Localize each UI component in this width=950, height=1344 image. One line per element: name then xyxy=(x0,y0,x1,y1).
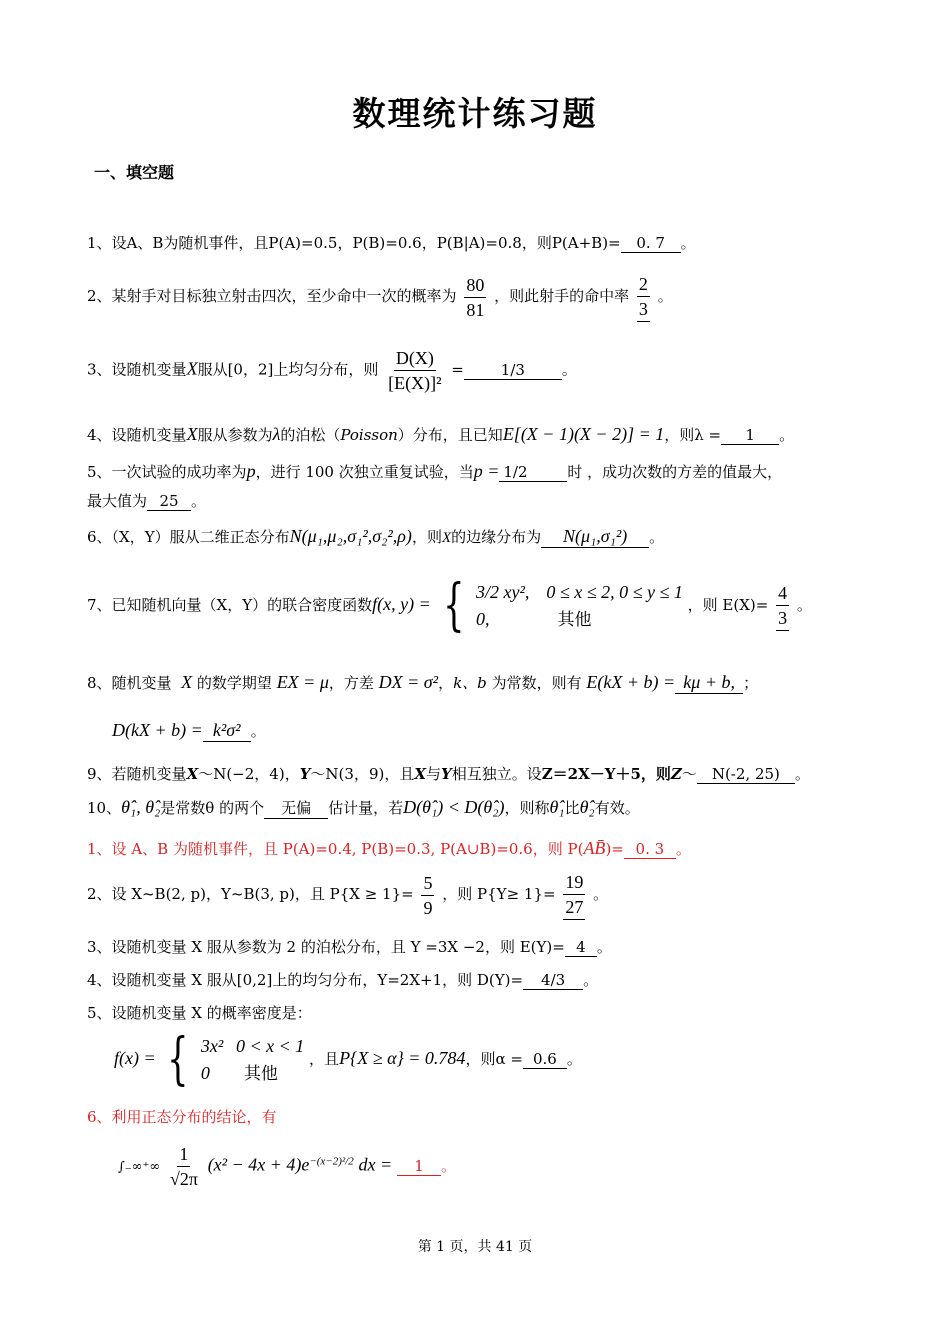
question-r4: 4、设随机变量 X 服从[0,2]上的均匀分布，Y=2X+1，则 D(Y)= 4/3 。 xyxy=(87,971,599,989)
question-r5: 5、设随机变量 X 的概率密度是： xyxy=(87,1004,312,1022)
question-9: 9、若随机变量X～N(−2，4)，Y～N(3，9)，且X与Y相互独立。设Z＝2X－Y＋5，则Z～ N(-2, 25) 。 xyxy=(87,765,810,783)
answer-r1: 0. 3 xyxy=(624,840,676,859)
question-8: 8、随机变量 X 的数学期望 EX = μ，方差 DX = σ²，k、b 为常数，则有 E(kX + b) = kμ + b, ； xyxy=(87,672,759,692)
answer-2: $\frac{2}{3}$ xyxy=(637,272,650,322)
question-r1: 1、设 A、B 为随机事件，且 P(A)=0.4, P(B)=0.3, P(A∪B)=0.6，则 P(AB̄)= 0. 3 。 xyxy=(87,838,691,858)
question-r6-formula: ∫₋∞⁺∞ $\frac{1}{√2\pi}$ $(x^2 - 4x + 4)e^{-(x-2)^2/2}$ dx = 1 。 xyxy=(118,1144,456,1189)
answer-5b: 25 xyxy=(147,492,191,511)
question-r2: 2、设 X~B(2, p)，Y~B(3, p)，且 P{X ≥ 1}= $\frac{5}{9}$ ，则 P{Y≥ 1}= $\frac{19}{27}$ 。 xyxy=(87,870,608,920)
page-footer: 第 1 页，共 41 页 xyxy=(417,1239,533,1255)
answer-7: $\frac{4}{3}$ xyxy=(776,581,789,631)
answer-4: 1 xyxy=(721,426,779,445)
section-heading: 一、填空题 xyxy=(94,163,175,182)
question-8-cont: D(kX + b) = k²σ² 。 xyxy=(112,720,266,740)
answer-10: 无偏 xyxy=(264,797,328,819)
question-r5-formula: f(x) = { 3x² 0 < x < 1 0 其他 ，且P{X ≥ α} = 0.784，则α = 0.6 。 xyxy=(114,1027,582,1092)
page-title: 数理统计练习题 xyxy=(352,94,598,133)
answer-1: 0. 7 xyxy=(621,234,681,253)
answer-9: N(-2, 25) xyxy=(697,765,795,784)
question-4: 4、设随机变量X服从参数为λ的泊松（Poisson）分布，且已知E[(X − 1)(X − 2)] = 1，则λ = 1 。 xyxy=(87,424,795,444)
question-3: 3、设随机变量X服从[0，2]上均匀分布，则 $\frac{D(X)}{\text{[E(X)]²}}$ = 1/3 。 xyxy=(87,348,577,393)
question-r6: 6、利用正态分布的结论，有 xyxy=(87,1108,277,1126)
question-2: 2、某射手对目标独立射击四次，至少命中一次的概率为 $\frac{80}{81}$ ，则此射手的命中率 $\frac{2}{3}$ 。 xyxy=(87,272,673,322)
question-7: 7、已知随机向量（X，Y）的联合密度函数f(x, y) = { 3/2 xy², 0 ≤ x ≤ 2, 0 ≤ y ≤ 1 0, 其他 ，则 E(X)= $\frac{4}{3}$ 。 xyxy=(87,573,812,638)
answer-r3: 4 xyxy=(565,938,597,957)
question-10: 10、θ̂₁, θ̂₂是常数θ 的两个 无偏 估计量，若D(θ̂₁) < D(θ̂₂)，则称θ̂₁比θ̂₂有效。 xyxy=(87,797,640,817)
answer-5a: 1/2 xyxy=(499,463,567,482)
question-5-cont: 最大值为 25 。 xyxy=(87,492,207,510)
answer-8b: k²σ² xyxy=(203,720,251,742)
question-1: 1、设A、B为随机事件，且P(A)=0.5，P(B)=0.6，P(B|A)=0.8，则P(A+B)= 0. 7 。 xyxy=(87,234,696,252)
answer-r2: $\frac{19}{27}$ xyxy=(563,870,585,920)
answer-r5: 0.6 xyxy=(523,1050,567,1069)
answer-6: N(μ₁,σ₁²) xyxy=(541,526,649,548)
answer-r6: 1 xyxy=(397,1157,441,1176)
answer-8a: kμ + b, xyxy=(675,672,743,694)
answer-3: 1/3 xyxy=(464,361,562,380)
question-6: 6、（X，Y）服从二维正态分布N(μ₁,μ₂,σ₁²,σ₂²,ρ)，则X的边缘分布为 N(μ₁,σ₁²) 。 xyxy=(87,526,665,546)
answer-r4: 4/3 xyxy=(523,971,583,990)
question-5: 5、一次试验的成功率为p，进行 100 次独立重复试验，当p = 1/2 时 ，成功次数的方差的值最大， xyxy=(87,461,783,481)
question-r3: 3、设随机变量 X 服从参数为 2 的泊松分布，且 Y =3X −2，则 E(Y)= 4 。 xyxy=(87,938,612,956)
